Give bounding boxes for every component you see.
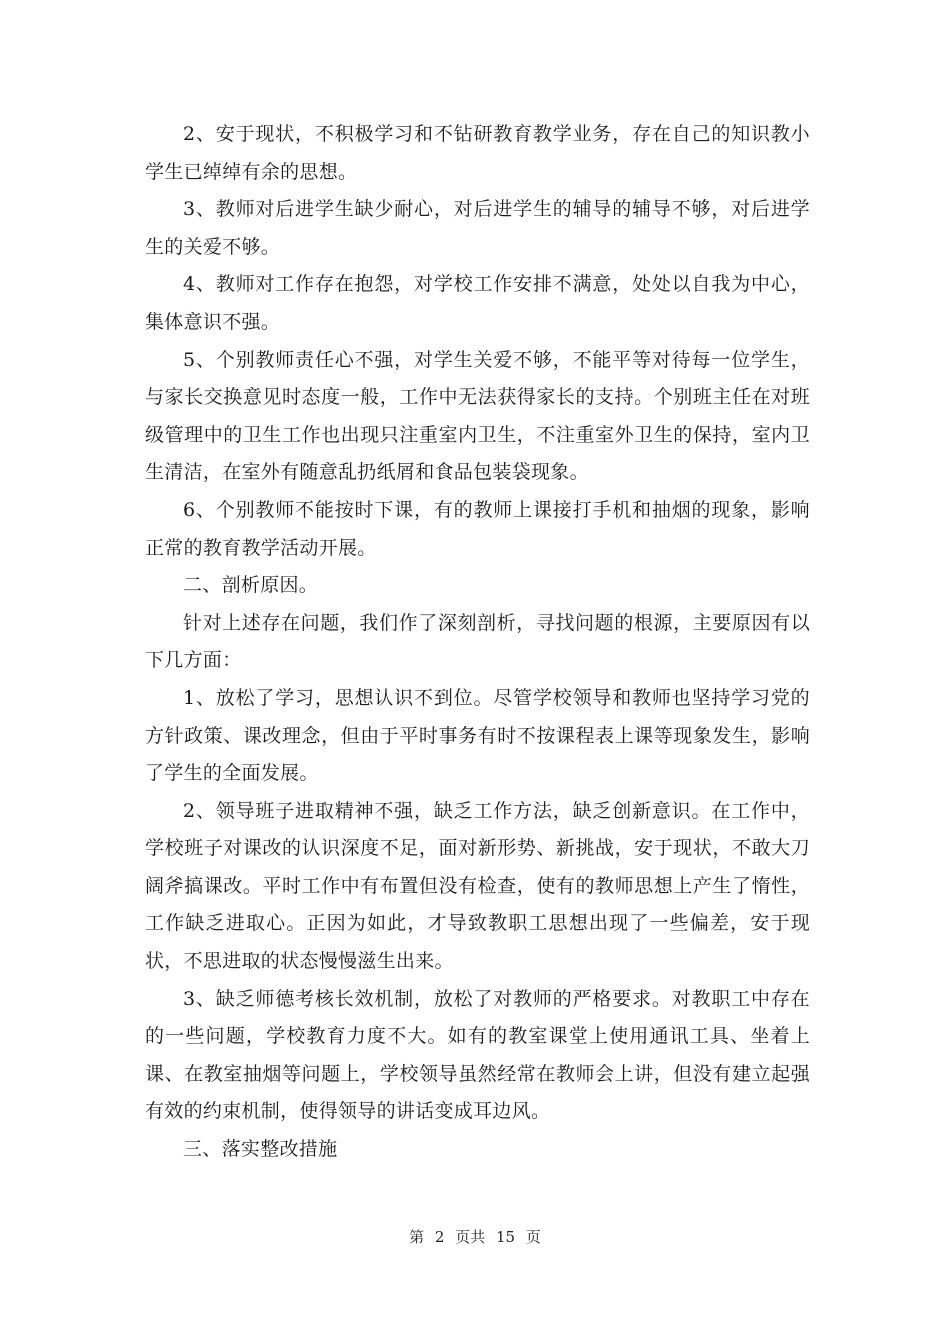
paragraph-item-4: 4、教师对工作存在抱怨，对学校工作安排不满意，处处以自我为中心，集体意识不强。 — [145, 273, 810, 333]
document-body — [145, 116, 810, 1169]
paragraph-item-3: 3、教师对后进学生缺少耐心，对后进学生的辅导的辅导不够，对后进学生的关爱不够。 — [145, 198, 810, 258]
section-heading-analysis: 二、剖析原因。 — [183, 574, 319, 597]
paragraph-item-6: 6、个别教师不能按时下课，有的教师上课接打手机和抽烟的现象，影响正常的教育教学活动开展。 — [145, 498, 810, 559]
paragraph-analysis-intro: 针对上述存在问题，我们作了深刻剖析，寻找问题的根源，主要原因有以下几方面： — [145, 611, 810, 672]
paragraph-item-2: 2、安于现状，不积极学习和不钻研教育教学业务，存在自己的知识教小学生已绰绰有余的思想。 — [145, 123, 810, 183]
page-number-footer: 第 2 页共 15 页 — [409, 1228, 541, 1246]
paragraph-reason-3: 3、缺乏师德考核长效机制，放松了对教师的严格要求。对教职工中存在的一些问题，学校教育力度不大。如有的教室课堂上使用通讯工具、坐着上课、在教室抽烟等问题上，学校领导虽然经常在教师会上讲，但没有建立起强有效的约束机制，使得领导的讲话变成耳边风。 — [145, 987, 810, 1123]
paragraph-reason-1: 1、放松了学习，思想认识不到位。尽管学校领导和教师也坚持学习党的方针政策、课改理念，但由于平时事务有时不按课程表上课等现象发生，影响了学生的全面发展。 — [145, 686, 810, 785]
section-heading-measures: 三、落实整改措施 — [183, 1138, 338, 1161]
paragraph-reason-2: 2、领导班子进取精神不强，缺乏工作方法，缺乏创新意识。在工作中，学校班子对课改的认识深度不足，面对新形势、新挑战，安于现状，不敢大刀阔斧搞课改。平时工作中有布置但没有检查，使有的教师思想上产生了惰性，工作缺乏进取心。正因为如此，才导致教职工思想出现了一些偏差，安于现状，不思进取的状态慢慢滋生出来。 — [145, 799, 810, 973]
paragraph-item-5: 5、个别教师责任心不强，对学生关爱不够，不能平等对待每一位学生，与家长交换意见时态度一般，工作中无法获得家长的支持。个别班主任在对班级管理中的卫生工作也出现只注重室内卫生，不注重室外卫生的保持，室内卫生清洁，在室外有随意乱扔纸屑和食品包装袋现象。 — [145, 348, 810, 484]
